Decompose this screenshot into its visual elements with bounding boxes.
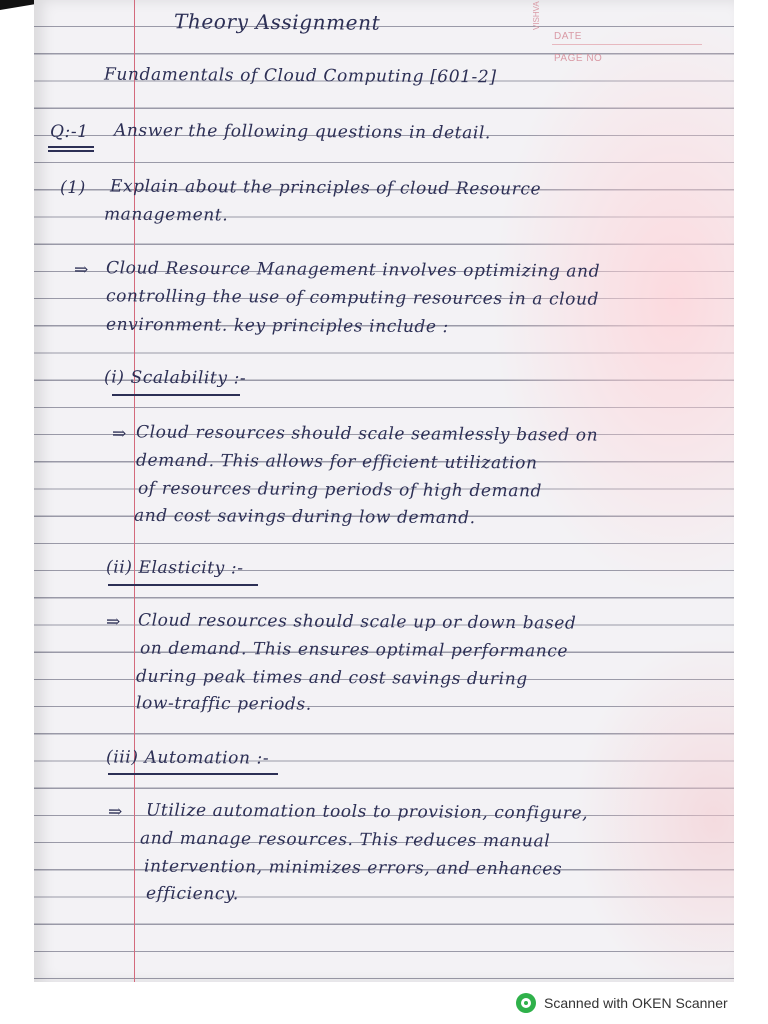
stamp-date-label: DATE (554, 31, 582, 42)
section-line: intervention, minimizes errors, and enhances (143, 856, 563, 880)
section-heading-underline (112, 394, 240, 396)
question-label: Q:-1 (49, 121, 89, 143)
intro-line: controlling the use of computing resources in a cloud (105, 286, 600, 310)
intro-line: environment. key principles include : (105, 314, 450, 338)
sub-question-label: (1) (59, 177, 86, 199)
notebook-paper (34, 0, 734, 982)
section-arrow: ⇒ (105, 611, 121, 633)
section-heading: (iii) Automation :- (105, 747, 270, 769)
section-line: of resources during periods of high demand (137, 478, 543, 502)
section-line: efficiency. (145, 883, 239, 905)
section-line: Cloud resources should scale seamlessly based on (135, 422, 599, 446)
oken-scanner-logo-icon (516, 993, 536, 1013)
section-line: and cost savings during low demand. (133, 505, 476, 529)
question-label-underline-2 (48, 150, 94, 152)
section-line: demand. This allows for efficient utilization (135, 450, 538, 474)
section-line: low-traffic periods. (135, 693, 312, 715)
margin-line (134, 0, 135, 982)
section-line: on demand. This ensures optimal performance (139, 638, 569, 662)
question-label-underline (48, 146, 94, 148)
section-line: Cloud resources should scale up or down based (137, 610, 577, 634)
section-heading-underline (108, 773, 278, 775)
section-arrow: ⇒ (107, 801, 123, 823)
stamp-line (552, 44, 702, 45)
page-title: Theory Assignment (173, 9, 381, 35)
intro-line: Cloud Resource Management involves optimizing and (105, 258, 601, 282)
section-heading: (ii) Elasticity :- (105, 557, 244, 579)
section-arrow: ⇒ (111, 423, 127, 445)
scanner-footer-text: Scanned with OKEN Scanner (544, 995, 728, 1011)
section-line: Utilize automation tools to provision, configure, (145, 800, 589, 824)
section-line: during peak times and cost savings during (135, 666, 528, 690)
stamp-side-text: VISHVA (532, 1, 541, 30)
sub-question-line: Explain about the principles of cloud Resource (109, 176, 542, 200)
question-text: Answer the following questions in detail. (113, 120, 492, 144)
date-page-stamp (532, 1, 704, 70)
section-heading: (i) Scalability :- (103, 367, 247, 389)
scanner-footer (516, 992, 728, 1014)
stamp-page-label: PAGE NO (554, 53, 603, 64)
subject-line: Fundamentals of Cloud Computing [601-2] (103, 64, 497, 88)
intro-arrow: ⇒ (73, 259, 89, 281)
section-line: and manage resources. This reduces manual (139, 828, 551, 852)
section-heading-underline (108, 584, 258, 586)
sub-question-line: management. (103, 204, 229, 226)
